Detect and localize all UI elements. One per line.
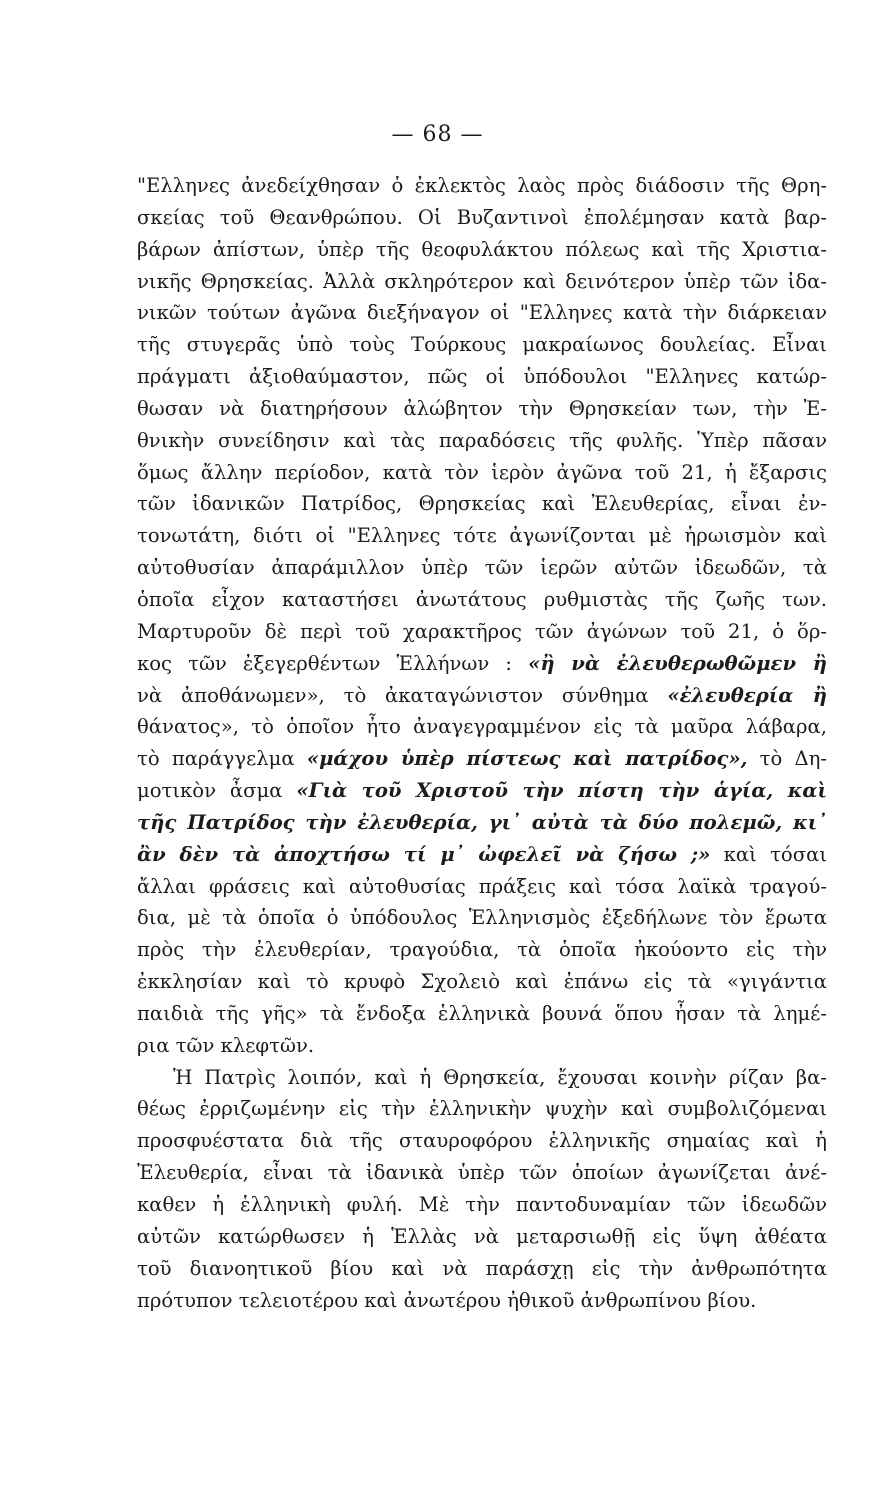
- text-line: τῆς στυγερᾶς ὑπὸ τοὺς Τούρκους μακραίωνος δουλείας. Εἶναι: [137, 333, 827, 357]
- text-line: προσφυέστατα διὰ τῆς σταυροφόρου ἑλληνικῆς σημαίας καὶ ἡ: [137, 1129, 827, 1153]
- text-line: πρότυπον τελειοτέρου καὶ ἀνωτέρου ἠθικοῦ ἀνθρωπίνου βίου.: [137, 1288, 757, 1312]
- text-line: σκείας τοῦ Θεανθρώπου. Οἱ Βυζαντινοὶ ἐπολέμησαν κατὰ βαρ-: [137, 205, 827, 229]
- text-line: παιδιὰ τῆς γῆς» τὰ ἔνδοξα ἑλληνικὰ βουνά ὅπου ἦσαν τὰ λημέ-: [137, 1001, 827, 1025]
- text-segment: καὶ τόσαι: [723, 842, 827, 866]
- text-line: τονωτάτη, διότι οἱ "Ελληνες τότε ἀγωνίζονται μὲ ἡρωισμὸν καὶ: [137, 524, 827, 548]
- text-segment: νὰ ἀποθάνωμεν», τὸ ἀκαταγώνιστον σύνθημα: [137, 683, 649, 707]
- command-emphasis: «μάχου ὑπὲρ πίστεως καὶ πατρίδος»,: [306, 747, 748, 771]
- page-number: — 68 —: [391, 122, 484, 147]
- text-line: ὁποῖα εἶχον καταστήσει ἀνωτάτους ρυθμιστὰς τῆς ζωῆς των.: [137, 587, 827, 611]
- text-line: βάρων ἀπίστων, ὑπὲρ τῆς θεοφυλάκτου πόλεως καὶ τῆς Χριστια-: [137, 237, 827, 261]
- text-line: αὐτοθυσίαν ἀπαράμιλλον ὑπὲρ τῶν ἱερῶν αὐτῶν ἰδεωδῶν, τὰ: [137, 556, 827, 580]
- text-line-command: [137, 743, 827, 775]
- text-segment: μοτικὸν ἆσμα: [137, 779, 283, 803]
- text-line: Ἡ Πατρὶς λοιπόν, καὶ ἡ Θρησκεία, ἔχουσαι κοινὴν ρίζαν βα-: [173, 1065, 827, 1089]
- text-segment: τὸ παράγγελμα: [137, 747, 295, 771]
- slogan-emphasis: «ἐλευθερία ἢ: [667, 683, 827, 707]
- text-line: τοῦ διανοητικοῦ βίου καὶ νὰ παράσχῃ εἰς τὴν ἀνθρωπότητα: [137, 1256, 827, 1280]
- text-line: δια, μὲ τὰ ὁποῖα ὁ ὑπόδουλος Ἑλληνισμὸς ἐξεδήλωνε τὸν ἔρωτα: [137, 906, 827, 930]
- text-line: νικῶν τούτων ἀγῶνα διεξήναγον οἱ "Ελληνες κατὰ τὴν διάρκειαν: [137, 301, 827, 325]
- text-line-song: [137, 775, 827, 807]
- text-line-song-cont: [137, 807, 827, 839]
- text-line: νικῆς Θρησκείας. Ἀλλὰ σκληρότερον καὶ δεινότερον ὑπὲρ τῶν ἰδα-: [137, 269, 827, 293]
- oath-emphasis: «ἢ νὰ ἐλευθερωθῶμεν ἢ: [528, 651, 827, 675]
- text-line-slogan: [137, 680, 827, 712]
- song-emphasis: τῆς Πατρίδος τὴν ἐλευθερία, γι᾽ αὐτὰ τὰ δύο πολεμῶ, κι᾽: [137, 810, 827, 834]
- text-line: Μαρτυροῦν δὲ περὶ τοῦ χαρακτῆρος τῶν ἀγώνων τοῦ 21, ὁ ὅρ-: [137, 619, 827, 643]
- text-line: ἐκκλησίαν καὶ τὸ κρυφὸ Σχολειὸ καὶ ἐπάνω εἰς τὰ «γιγάντια: [137, 970, 827, 994]
- text-segment: κος τῶν ἐξεγερθέντων Ἑλλήνων :: [137, 651, 513, 675]
- text-line: ἄλλαι φράσεις καὶ αὐτοθυσίας πράξεις καὶ τόσα λαϊκὰ τραγού-: [137, 874, 827, 898]
- song-emphasis: «Γιὰ τοῦ Χριστοῦ τὴν πίστη τὴν ἁγία, καὶ: [296, 779, 827, 803]
- text-line: θωσαν νὰ διατηρήσουν ἀλώβητον τὴν Θρησκείαν των, τὴν Ἐ-: [137, 396, 827, 420]
- text-line: καθεν ἡ ἑλληνικὴ φυλή. Μὲ τὴν παντοδυναμίαν τῶν ἰδεωδῶν: [137, 1193, 827, 1216]
- song-emphasis: ἂν δὲν τὰ ἀποχτήσω τί μ᾽ ὠφελεῖ νὰ ζήσω ;»: [137, 842, 711, 866]
- text-line-oath: [137, 648, 827, 680]
- text-line: τῶν ἰδανικῶν Πατρίδος, Θρησκείας καὶ Ἐλευθερίας, εἶναι ἐν-: [137, 492, 827, 516]
- text-line: θέως ἐρριζωμένην εἰς τὴν ἑλληνικὴν ψυχὴν καὶ συμβολιζόμεναι: [137, 1097, 827, 1121]
- text-segment: τὸ Δη-: [759, 747, 828, 771]
- text-line: ρια τῶν κλεφτῶν.: [137, 1033, 315, 1057]
- text-line: ὅμως ἄλλην περίοδον, κατὰ τὸν ἱερὸν ἀγῶνα τοῦ 21, ἡ ἔξαρσις: [137, 460, 827, 484]
- text-line: Ἐλευθερία, εἶναι τὰ ἰδανικὰ ὑπὲρ τῶν ὁποίων ἀγωνίζεται ἀνέ-: [137, 1161, 827, 1185]
- text-line: αὐτῶν κατώρθωσεν ἡ Ἑλλὰς νὰ μεταρσιωθῇ εἰς ὕψη ἀθέατα: [137, 1224, 827, 1248]
- text-line: θνικὴν συνείδησιν καὶ τὰς παραδόσεις τῆς φυλῆς. Ὑπὲρ πᾶσαν: [137, 428, 827, 452]
- text-line: πρὸς τὴν ἐλευθερίαν, τραγούδια, τὰ ὁποῖα ἠκούοντο εἰς τὴν: [137, 938, 827, 962]
- text-line-song-end: [137, 839, 827, 871]
- body-text: [137, 170, 827, 1316]
- text-line: πράγματι ἀξιοθαύμαστον, πῶς οἱ ὑπόδουλοι "Ελληνες κατώρ-: [137, 365, 827, 389]
- text-line: θάνατος», τὸ ὁποῖον ἦτο ἀναγεγραμμένον εἰς τὰ μαῦρα λάβαρα,: [137, 715, 827, 739]
- text-line: "Ελληνες ἀνεδείχθησαν ὁ ἐκλεκτὸς λαὸς πρὸς διάδοσιν τῆς Θρη-: [137, 174, 827, 197]
